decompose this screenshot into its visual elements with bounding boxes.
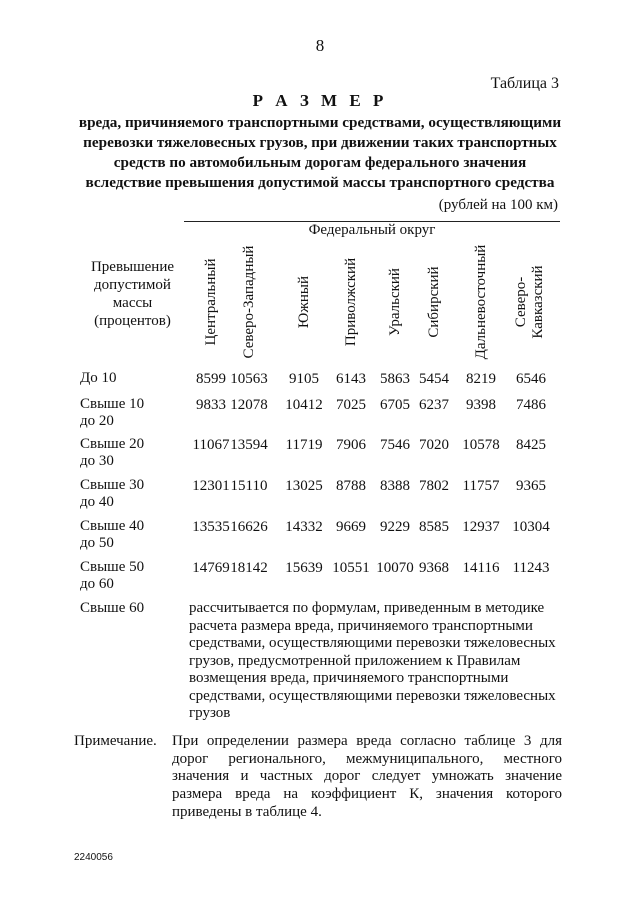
table-cell: 14769 — [192, 560, 230, 576]
row-header-line: Превышение — [90, 259, 175, 275]
table-cell: 14332 — [285, 519, 323, 535]
table-cell: 9365 — [516, 478, 546, 494]
column-header-ural: Уральский — [387, 268, 403, 336]
table-cell: 12301 — [192, 478, 230, 494]
column-header-volga: Приволжский — [343, 257, 359, 347]
note-text: При определении размера вреда согласно таблице 3 для дорог регионального, межмуниципального, местного значения и частных дорог следует умножать значение размера вреда на коэффициент К, значения которого приведены в таблице 4. — [172, 733, 562, 820]
table-cell: 7546 — [380, 437, 410, 453]
row-label: Свыше 40 до 50 — [80, 518, 145, 551]
table-cell: 11243 — [512, 560, 550, 576]
document-title: Р А З М Е Р — [252, 91, 388, 110]
formula-text: рассчитывается по формулам, приведенным в методике расчета размера вреда, причиняемого транспортными средствами, осуществляющими перевозки тяжеловесных грузов, предусмотренной приложением к Правилам возмещения вреда, причиняемого транспортными средствами, осуществляющими перевозки тяжеловесных грузов — [189, 600, 556, 721]
table-cell: 9229 — [380, 519, 410, 535]
column-header-south: Южный — [296, 275, 312, 329]
table-cell: 14116 — [462, 560, 500, 576]
page-number: 8 — [315, 36, 325, 55]
document-code: 2240056 — [74, 852, 113, 863]
table-cell: 8388 — [380, 478, 410, 494]
table-cell: 8219 — [466, 371, 496, 387]
table-cell: 10578 — [462, 437, 500, 453]
subtitle-line: вреда, причиняемого транспортными средствами, осуществляющими — [78, 114, 562, 131]
subtitle-line: средств по автомобильным дорогам федерального значения — [113, 154, 527, 171]
column-header-central: Центральный — [203, 258, 219, 346]
table-cell: 6705 — [380, 397, 410, 413]
table-cell: 5454 — [419, 371, 449, 387]
table-cell: 13535 — [192, 519, 230, 535]
table-cell: 15110 — [230, 478, 268, 494]
column-header-northwest: Северо-Западный — [241, 245, 257, 359]
row-label: Свыше 50 до 60 — [80, 559, 145, 592]
table-cell: 18142 — [230, 560, 268, 576]
row-header-line: (процентов) — [94, 313, 171, 329]
column-header-north-caucasus: Северо- Кавказский — [513, 265, 546, 339]
column-header-far-east: Дальневосточный — [473, 244, 489, 360]
row-label: Свыше 10 до 20 — [80, 396, 145, 429]
table-cell: 8599 — [196, 371, 226, 387]
table-cell: 8788 — [336, 478, 366, 494]
table-cell: 6237 — [419, 397, 449, 413]
table-cell: 10551 — [332, 560, 370, 576]
table-cell: 8585 — [419, 519, 449, 535]
table-cell: 9368 — [419, 560, 449, 576]
row-label: Свыше 30 до 40 — [80, 477, 145, 510]
table-cell: 9833 — [196, 397, 226, 413]
table-cell: 12078 — [230, 397, 268, 413]
table-cell: 15639 — [285, 560, 323, 576]
row-header-line: допустимой — [94, 277, 171, 293]
table-cell: 10304 — [512, 519, 550, 535]
row-label: До 10 — [80, 370, 117, 386]
table-cell: 7486 — [516, 397, 546, 413]
table-cell: 7802 — [419, 478, 449, 494]
table-cell: 9669 — [336, 519, 366, 535]
table-cell: 10563 — [230, 371, 268, 387]
table-cell: 10412 — [285, 397, 323, 413]
table-cell: 16626 — [230, 519, 268, 535]
table-cell: 7906 — [336, 437, 366, 453]
federal-district-header: Федеральный округ — [308, 222, 436, 238]
column-header-siberian: Сибирский — [426, 266, 442, 338]
table-cell: 13025 — [285, 478, 323, 494]
table-cell: 6143 — [336, 371, 366, 387]
subtitle-line: вследствие превышения допустимой массы транспортного средства — [85, 174, 555, 191]
subtitle-line: перевозки тяжеловесных грузов, при движении таких транспортных — [83, 134, 557, 151]
note-label: Примечание. — [74, 733, 157, 749]
table-cell: 9105 — [289, 371, 319, 387]
table-cell: 7020 — [419, 437, 449, 453]
table-cell: 12937 — [462, 519, 500, 535]
table-cell: 8425 — [516, 437, 546, 453]
row-label: Свыше 60 — [80, 600, 145, 616]
table-cell: 5863 — [380, 371, 410, 387]
table-cell: 13594 — [230, 437, 268, 453]
table-cell: 7025 — [336, 397, 366, 413]
table-cell: 11719 — [285, 437, 323, 453]
table-label: Таблица 3 — [490, 75, 559, 92]
row-label: Свыше 20 до 30 — [80, 436, 145, 469]
table-cell: 6546 — [516, 371, 546, 387]
row-header-line: массы — [112, 295, 153, 311]
units-label: (рублей на 100 км) — [438, 197, 558, 213]
table-cell: 11757 — [462, 478, 500, 494]
row-header — [80, 258, 185, 330]
table-cell: 11067 — [192, 437, 230, 453]
table-cell: 10070 — [376, 560, 414, 576]
table-cell: 9398 — [466, 397, 496, 413]
